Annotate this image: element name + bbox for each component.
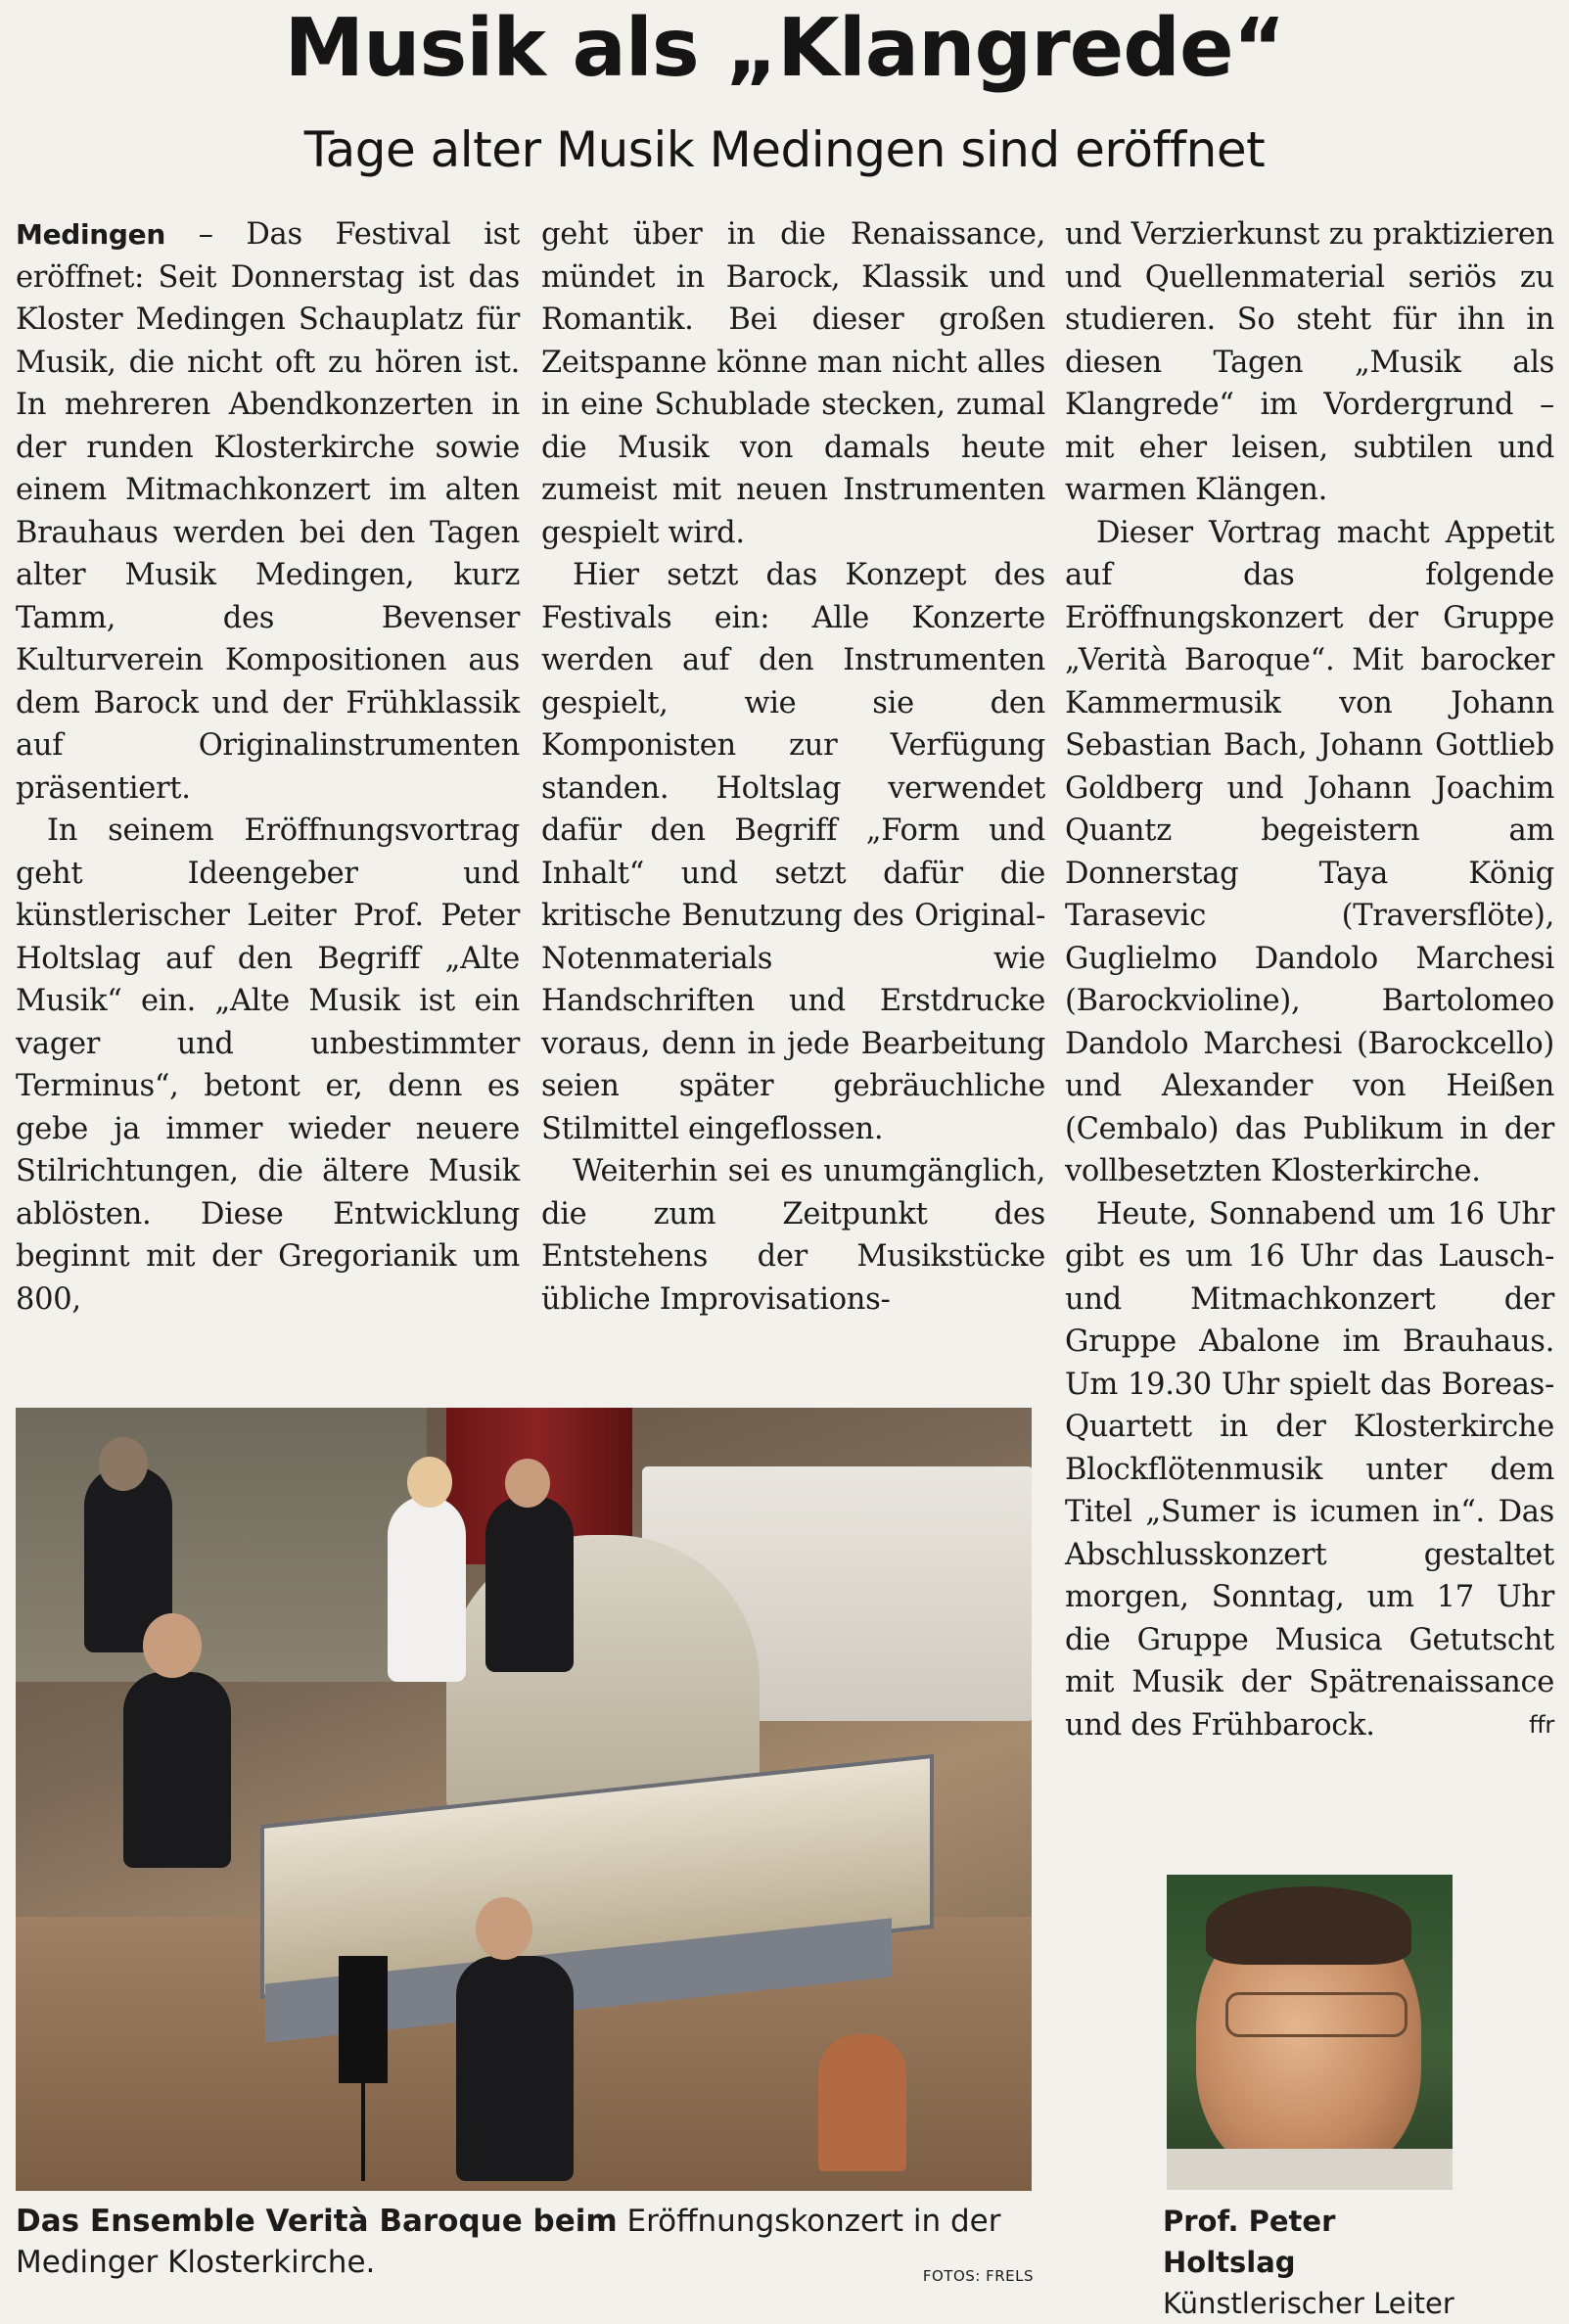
- photo-music-stand: [339, 1956, 388, 2083]
- ensemble-concert-photo: [16, 1408, 1032, 2191]
- article-column-3: [1065, 213, 1554, 1747]
- portrait-name: Prof. Peter Holtslag: [1163, 2205, 1336, 2279]
- paragraph-4: [541, 1150, 1045, 1321]
- paragraph-2-continued: [541, 213, 1045, 554]
- article-column-1: [16, 213, 520, 1321]
- portrait-photo: [1167, 1875, 1453, 2190]
- photo-harpsichordist: [123, 1672, 231, 1868]
- photo-cellist-head: [476, 1897, 532, 1960]
- portrait-caption: [1163, 2201, 1466, 2324]
- photo-music-stand-pole: [361, 2083, 365, 2181]
- paragraph-3: Hier setzt das Konzept des Festivals ein: Alle Konzerte werden auf den Instrumenten gespielt, wie sie den Komponisten zur Verfügung standen. Holtslag verwendet dafür den Begriff „Form und Inhalt“ und setzt dafür die kritische Benutzung des Original-Notenmaterials wie Handschriften und Erstdrucke voraus, denn in jede Bearbeitung seien später gebräuchliche Stilmittel eingeflossen.: [541, 558, 1045, 1146]
- main-photo-caption: [16, 2201, 1034, 2283]
- photo-flutist-head: [407, 1457, 452, 1508]
- paragraph-2: [16, 810, 520, 1321]
- paragraph-6: Heute, Sonnabend um 16 Uhr gibt es um 16 Uhr das Lausch- und Mitmachkonzert der Gruppe Abalone im Brauhaus. Um 19.30 Uhr spielt das Boreas-Quartett in der Klosterkirche Blockflötenmusik unter dem Titel „Sumer is icumen in“. Das Abschlusskonzert gestaltet morgen, Sonntag, um 17 Uhr die Gruppe Musica Getutscht mit Musik der Spätrenaissance und des Frühbarock.: [1065, 1196, 1554, 1743]
- photo-cellist: [456, 1956, 574, 2181]
- photo-wall: [16, 1408, 427, 1682]
- portrait-hair: [1206, 1886, 1411, 1965]
- paragraph-5: Dieser Vortrag macht Appetit auf das folgende Eröffnungskonzert der Gruppe „Verità Baroque“. Mit barocker Kammermusik von Johann Sebastian Bach, Johann Gottlieb Goldberg und Johann Joachim Quantz begeistern am Donnerstag Taya König Tarasevic (Traversflöte), Guglielmo Dandolo Marchesi (Barockvioline), Bartolomeo Dandolo Marchesi (Barockcello) und Alexander von Heißen (Cembalo) das Publikum in der vollbesetzten Klosterkirche.: [1065, 515, 1554, 1188]
- headline: Musik als „Klangrede“: [284, 2, 1285, 95]
- caption-bold: Das Ensemble Verità Baroque beim: [16, 2204, 618, 2239]
- subheadline: Tage alter Musik Medingen sind eröffnet: [303, 121, 1266, 178]
- portrait-glasses: [1225, 1992, 1407, 2037]
- photo-violinist: [485, 1496, 574, 1672]
- paragraph-2-text-part-1: In seinem Eröffnungsvortrag geht Ideengeber und künstlerischer Leiter Prof. Peter Holtslag auf den Begriff „Alte Musik“ ein. „Alte Musik ist ein vager und unbestimmter Terminus“, betont er, denn es gebe ja immer wieder neuere Stilrichtungen, die ältere Musik ablösten. Diese Entwicklung beginnt mit der Gregorianik um 800,: [16, 813, 520, 1317]
- article-column-2: [541, 213, 1045, 1367]
- dateline: Medingen: [16, 218, 165, 251]
- paragraph-1: [16, 213, 520, 810]
- portrait-shirt: [1167, 2149, 1453, 2190]
- photo-flutist: [388, 1496, 466, 1682]
- photo-credit: FOTOS: FRELS: [922, 2267, 1034, 2285]
- photo-chair: [818, 2034, 906, 2171]
- paragraph-4-text-part-2: und Verzierkunst zu praktizieren und Quellenmaterial seriös zu studieren. So steht für ihn in diesen Tagen „Musik als Klangrede“ im Vordergrund – mit eher leisen, subtilen und warmen Klängen.: [1065, 217, 1554, 507]
- portrait-role: Künstlerischer Leiter: [1163, 2287, 1454, 2320]
- caption-text: Eröffnungskonzert in der Medinger Klosterkirche.: [16, 2204, 1001, 2280]
- photo-harpsichordist-head: [143, 1613, 202, 1678]
- paragraph-4-text-part-1: Weiterhin sei es unumgänglich, die zum Zeitpunkt des Entstehens der Musikstücke übliche Improvisations-: [541, 1154, 1045, 1317]
- paragraph-2-text-part-2: geht über in die Renaissance, mündet in Barock, Klassik und Romantik. Bei dieser großen Zeitspanne könne man nicht alles in eine Schublade stecken, zumal die Musik von damals heute zumeist mit neuen Instrumenten gespielt wird.: [541, 217, 1045, 550]
- paragraph-1-text: – Das Festival ist eröffnet: Seit Donnerstag ist das Kloster Medingen Schauplatz für Musik, die nicht oft zu hören ist. In mehreren Abendkonzerten in der runden Klosterkirche sowie einem Mitmachkonzert im alten Brauhaus werden bei den Tagen alter Musik Medingen, kurz Tamm, des Bevenser Kulturverein Kompositionen aus dem Barock und der Frühklassik auf Originalinstrumenten präsentiert.: [16, 217, 520, 806]
- paragraph-4-continued: [1065, 213, 1554, 512]
- photo-photographer-head: [99, 1437, 148, 1491]
- photo-violinist-head: [505, 1459, 550, 1508]
- author-byline: ffr: [1529, 1711, 1554, 1739]
